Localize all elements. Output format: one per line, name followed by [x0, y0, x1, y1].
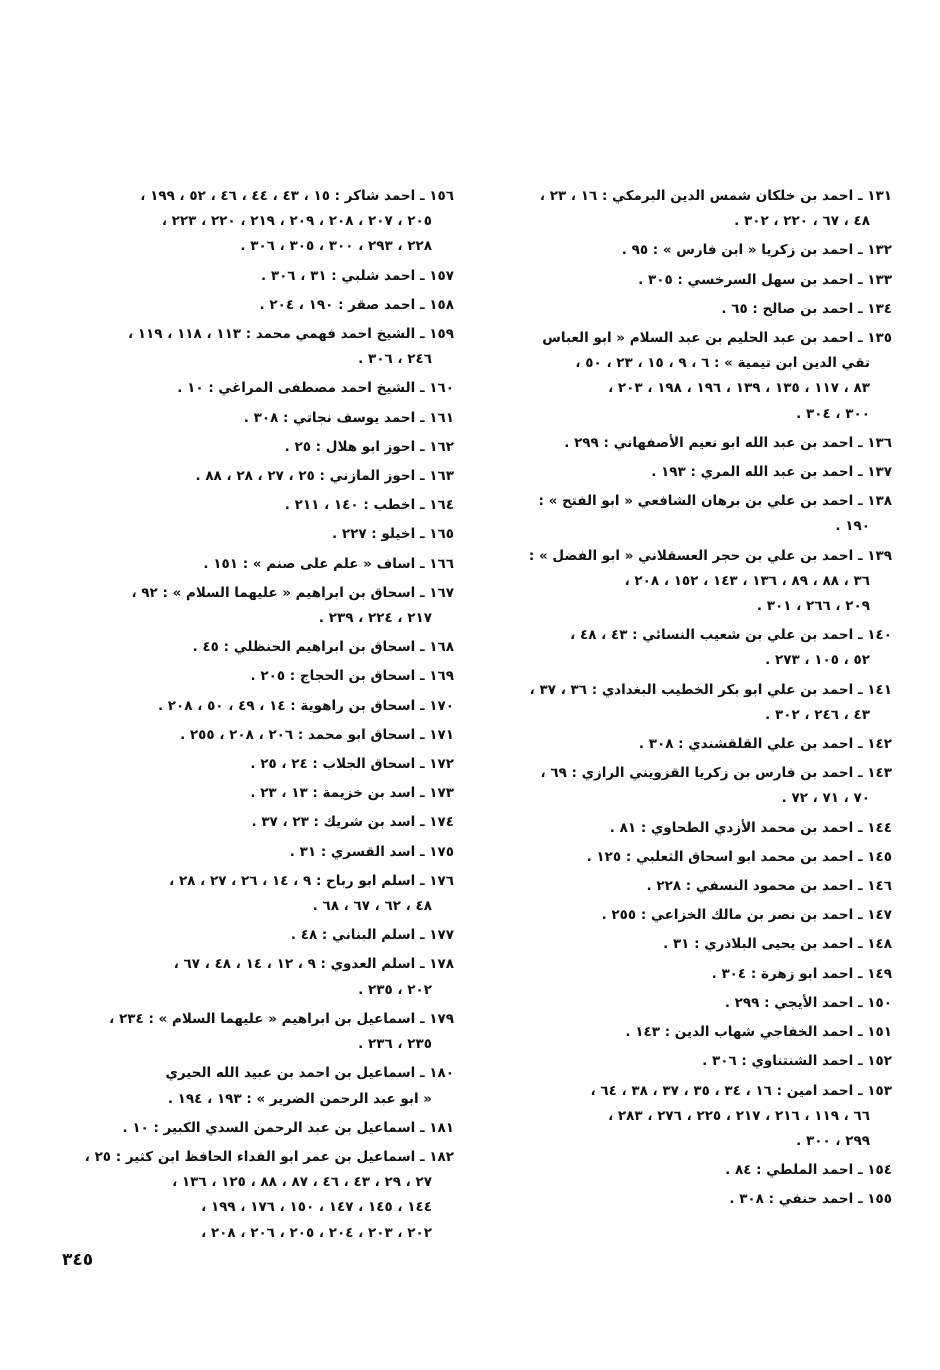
entry-number: ١٥٥ — [867, 1191, 892, 1208]
entry-text: احمد بن محمود النسفي : ٢٢٨ . — [646, 878, 854, 895]
entry-text: احمد حنفي : ٣٠٨ . — [729, 1191, 854, 1208]
index-entry: ١٧٥ ـ اسد القسري : ٣١ . — [289, 843, 454, 860]
entry-text: اسلم العدوي : ٩ ، ١٢ ، ١٤ ، ٤٨ ، ٦٧ ، — [173, 956, 416, 973]
entry-number: ١٤٧ — [867, 907, 892, 924]
index-entry: ١٤٩ ـ احمد ابو زهرة : ٣٠٤ . — [711, 965, 892, 982]
index-entry: ١٦٩ ـ اسحاق بن الحجاج : ٢٠٥ . — [250, 668, 454, 685]
index-column-right — [500, 184, 892, 1217]
index-entry: ١٧٤ ـ اسد بن شريك : ٢٣ ، ٣٧ . — [251, 814, 454, 831]
entry-text: احمد امين : ١٦ ، ٣٤ ، ٣٥ ، ٣٧ ، ٣٨ ، ٦٤ ، — [590, 1082, 854, 1099]
entry-number: ١٨٠ — [429, 1065, 454, 1082]
entry-number: ١٧٣ — [429, 785, 454, 802]
entry-continuation: ٢٤٦ ، ٣٠٦ . — [358, 351, 432, 368]
index-entry: ١٣١ ـ احمد بن خلكان شمس الدين البرمكي : ١٦ ، ٢٣ ، ٤٨ ، ٦٧ ، ٢٢٠ ، ٣٠٢ . — [500, 184, 892, 234]
entry-number: ١٥٩ — [429, 326, 454, 343]
entry-continuation: ٢٠٢ ، ٢٣٥ . — [358, 981, 432, 998]
entry-text: احمد بن محمد الأزدي الطحاوي : ٨١ . — [609, 819, 854, 836]
entry-continuation: ٤٨ ، ٦٢ ، ٦٧ ، ٦٨ . — [312, 898, 432, 915]
entry-text: اسماعيل بن عبد الرحمن السدي الكبير : ١٠ . — [122, 1119, 416, 1136]
entry-text: اخيلو : ٢٢٧ . — [332, 526, 416, 543]
entry-continuation: ٢١٧ ، ٢٢٤ ، ٢٣٩ . — [318, 610, 432, 627]
entry-number: ١٦٠ — [429, 380, 454, 397]
entry-continuation: ٤٣ ، ٢٤٦ ، ٣٠٢ . — [765, 706, 870, 723]
entry-number: ١٣٣ — [867, 271, 892, 288]
index-entry: ١٤٥ ـ احمد بن محمد ابو اسحاق الثعلبي : ١٢٥ . — [586, 848, 892, 865]
entry-text: اسماعيل بن ابراهيم « عليهما السلام » : ٢٣٤ ، — [109, 1010, 416, 1027]
index-entry: ١٤٧ ـ احمد بن نصر بن مالك الخزاعي : ٢٥٥ . — [601, 907, 892, 924]
entry-number: ١٦٩ — [429, 668, 454, 685]
entry-continuation: « ابو عبد الرحمن الضرير » : ١٩٣ ، ١٩٤ . — [167, 1090, 432, 1107]
entry-number: ١٧٤ — [429, 814, 454, 831]
entry-text: اسد بن شريك : ٢٣ ، ٣٧ . — [251, 814, 416, 831]
index-entry: ١٥٨ ـ احمد صقر : ١٩٠ ، ٢٠٤ . — [259, 296, 454, 313]
entry-text: اسماعيل بن عمر ابو الفداء الحافظ ابن كثير : ٢٥ ، — [84, 1148, 416, 1165]
index-entry: ١٤٢ ـ احمد بن علي القلقشندي : ٣٠٨ . — [638, 736, 892, 753]
entry-text: احمد بن زكريا « ابن فارس » : ٩٥ . — [621, 242, 854, 259]
entry-number: ١٤٨ — [867, 936, 892, 953]
index-entry: ١٥٠ ـ احمد الأيجي : ٢٩٩ . — [724, 994, 892, 1011]
entry-text: اسحاق بن ابراهيم الحنظلي : ٤٥ . — [192, 639, 416, 656]
entry-text: احمد بن خلكان شمس الدين البرمكي : ١٦ ، ٢٣ ، — [539, 188, 854, 204]
entry-number: ١٣٥ — [867, 330, 892, 347]
index-entry: ١٣٨ ـ احمد بن علي بن برهان الشافعي « ابو الفتح » : ١٩٠ . — [500, 489, 892, 539]
entry-text: احمد بن علي القلقشندي : ٣٠٨ . — [638, 736, 854, 753]
entry-continuation: ٨٣ ، ١١٧ ، ١٣٥ ، ١٣٩ ، ١٩٦ ، ١٩٨ ، ٢٠٣ ، — [608, 380, 870, 397]
index-entry: ١٣٥ ـ احمد بن عبد الحليم بن عبد السلام « ابو العباس تقي الدين ابن تيمية » : ٦ ، ٩ ، ١٥ ، ٢٣ ، ٥٠ ، ٨٣ ، ١١٧ ، ١٣٥ ، ١٣٩ ، ١٩٦ ، ١٩٨ ، ٢٠٣ ، ٣٠٠ ، ٣٠٤ . — [500, 326, 892, 427]
entry-number: ١٦١ — [429, 409, 454, 426]
entry-text: احوز ابو هلال : ٢٥ . — [284, 438, 416, 455]
entry-number: ١٤٤ — [867, 819, 892, 836]
entry-number: ١٤٦ — [867, 878, 892, 895]
entry-continuation: تقي الدين ابن تيمية » : ٦ ، ٩ ، ١٥ ، ٢٣ ، ٥٠ ، — [575, 355, 870, 372]
index-entry: ١٦٧ ـ اسحاق بن ابراهيم « عليهما السلام » : ٩٢ ، ٢١٧ ، ٢٢٤ ، ٢٣٩ . — [50, 581, 454, 631]
index-entry: ١٥٢ ـ احمد الشنتناوي : ٣٠٦ . — [702, 1053, 892, 1070]
index-entry: ١٨٠ ـ اسماعيل بن احمد بن عبيد الله الحيري « ابو عبد الرحمن الضرير » : ١٩٣ ، ١٩٤ . — [50, 1061, 454, 1111]
entry-number: ١٣١ — [867, 188, 892, 204]
entry-number: ١٦٥ — [429, 526, 454, 543]
index-entry: ١٧٦ ـ اسلم ابو رباح : ٩ ، ١٤ ، ٢٦ ، ٢٧ ، ٢٨ ، ٤٨ ، ٦٢ ، ٦٧ ، ٦٨ . — [50, 869, 454, 919]
index-entry: ١٣٦ ـ احمد بن عبد الله ابو نعيم الأصفهاني : ٢٩٩ . — [564, 434, 892, 451]
index-entry: ١٧٢ ـ اسحاق الجلاب : ٢٤ ، ٢٥ . — [250, 756, 454, 773]
index-entry: ١٣٤ ـ احمد بن صالح : ٦٥ . — [721, 300, 892, 317]
entry-text: اسلم البناني : ٤٨ . — [290, 927, 416, 944]
index-entry: ١٧١ ـ اسحاق ابو محمد : ٢٠٦ ، ٢٠٨ ، ٢٥٥ . — [180, 726, 454, 743]
entry-text: احمد بن نصر بن مالك الخزاعي : ٢٥٥ . — [601, 907, 854, 924]
entry-number: ١٦٤ — [429, 497, 454, 514]
index-entry: ١٨١ ـ اسماعيل بن عبد الرحمن السدي الكبير : ١٠ . — [122, 1119, 454, 1136]
entry-text: اسحاق الجلاب : ٢٤ ، ٢٥ . — [250, 756, 416, 773]
entry-number: ١٥٦ — [429, 188, 454, 204]
index-entry: ١٤٨ ـ احمد بن يحيى البلاذري : ٣١ . — [663, 936, 892, 953]
entry-number: ١٤٣ — [867, 765, 892, 782]
index-entry: ١٥٤ ـ احمد الملطي : ٨٤ . — [725, 1162, 892, 1179]
entry-text: احمد بن علي بن حجر العسقلاني « ابو الفضل » : — [528, 547, 854, 564]
index-column-left — [50, 184, 454, 1250]
entry-text: احمد الملطي : ٨٤ . — [725, 1162, 854, 1179]
entry-number: ١٥٣ — [867, 1082, 892, 1099]
entry-continuation: ٥٢ ، ١٠٥ ، ٢٧٣ . — [765, 652, 870, 669]
entry-text: احمد ابو زهرة : ٣٠٤ . — [711, 965, 854, 982]
entry-text: احمد الخفاجي شهاب الدين : ١٤٣ . — [625, 1024, 854, 1041]
index-entry: ١٦٢ ـ احوز ابو هلال : ٢٥ . — [284, 438, 454, 455]
index-entry: ١٥٣ ـ احمد امين : ١٦ ، ٣٤ ، ٣٥ ، ٣٧ ، ٣٨ ، ٦٤ ، ٦٦ ، ١١٩ ، ٢١٦ ، ٢١٧ ، ٢٢٥ ، ٢٧٦ ، ٢٨٣ ، ٢٩٩ ، ٣٠٠ . — [500, 1079, 892, 1155]
entry-number: ١٧٢ — [429, 756, 454, 773]
entry-continuation: ٧٠ ، ٧١ ، ٧٢ . — [781, 790, 870, 807]
entry-number: ١٥٤ — [867, 1162, 892, 1179]
entry-text: احمد بن عبد الله المري : ١٩٣ . — [651, 464, 854, 481]
index-entry: ١٤٤ ـ احمد بن محمد الأزدي الطحاوي : ٨١ . — [609, 819, 892, 836]
entry-number: ١٦٧ — [429, 584, 454, 601]
page-number: ٣٤٥ — [62, 1250, 94, 1270]
entry-continuation: ٢٣٥ ، ٢٣٦ . — [358, 1036, 432, 1053]
entry-number: ١٧٩ — [429, 1010, 454, 1027]
entry-text: احمد صقر : ١٩٠ ، ٢٠٤ . — [259, 296, 416, 313]
entry-continuation: ٢٠٩ ، ٢٦٦ ، ٣٠١ . — [756, 598, 870, 615]
index-entry: ١٦٣ ـ احوز المازني : ٢٥ ، ٢٧ ، ٢٨ ، ٨٨ . — [195, 468, 454, 485]
entry-number: ١٤٢ — [867, 736, 892, 753]
index-entry: ١٣٢ ـ احمد بن زكريا « ابن فارس » : ٩٥ . — [621, 242, 892, 259]
entry-number: ١٤٩ — [867, 965, 892, 982]
entry-number: ١٧٦ — [429, 872, 454, 889]
index-entry: ١٧٧ ـ اسلم البناني : ٤٨ . — [290, 927, 454, 944]
entry-number: ١٤٥ — [867, 848, 892, 865]
entry-text: اسحاق ابو محمد : ٢٠٦ ، ٢٠٨ ، ٢٥٥ . — [180, 726, 416, 743]
index-entry: ١٦٨ ـ اسحاق بن ابراهيم الحنظلي : ٤٥ . — [192, 639, 454, 656]
entry-number: ١٦٦ — [429, 555, 454, 572]
entry-number: ١٥٨ — [429, 296, 454, 313]
entry-number: ١٥٢ — [867, 1053, 892, 1070]
entry-continuation: ٣٦ ، ٨٨ ، ٨٩ ، ١٣٦ ، ١٤٣ ، ١٥٢ ، ٢٠٨ ، — [624, 572, 870, 589]
entry-number: ١٥٠ — [867, 994, 892, 1011]
entry-text: احمد الشنتناوي : ٣٠٦ . — [702, 1053, 854, 1070]
index-entry: ١٧٣ ـ اسد بن خزيمة : ١٣ ، ٢٣ . — [250, 785, 454, 802]
entry-text: احمد بن علي ابو بكر الخطيب البغدادي : ٣٦ ، ٣٧ ، — [529, 681, 854, 698]
entry-text: احمد شلبي : ٣١ ، ٣٠٦ . — [260, 267, 416, 284]
entry-text: اخطب : ١٤٠ ، ٢١١ . — [284, 497, 416, 514]
entry-continuation: ٢٧ ، ٢٩ ، ٤٣ ، ٤٦ ، ٨٧ ، ٨٨ ، ١٢٥ ، ١٣٦ ، — [172, 1174, 432, 1191]
entry-text: اسد بن خزيمة : ١٣ ، ٢٣ . — [250, 785, 416, 802]
entry-number: ١٣٧ — [867, 464, 892, 481]
entry-continuation: ٦٦ ، ١١٩ ، ٢١٦ ، ٢١٧ ، ٢٢٥ ، ٢٧٦ ، ٢٨٣ ، — [608, 1107, 870, 1124]
entry-number: ١٣٨ — [867, 493, 892, 510]
index-entry: ١٦١ ـ احمد يوسف نجاتي : ٣٠٨ . — [243, 409, 454, 426]
entry-number: ١٤٠ — [867, 627, 892, 644]
entry-text: احمد بن علي بن شعيب النسائي : ٤٣ ، ٤٨ ، — [570, 627, 854, 644]
entry-number: ١٧١ — [429, 726, 454, 743]
index-entry: ١٧٩ ـ اسماعيل بن ابراهيم « عليهما السلام » : ٢٣٤ ، ٢٣٥ ، ٢٣٦ . — [50, 1007, 454, 1057]
index-entry: ١٥١ ـ احمد الخفاجي شهاب الدين : ١٤٣ . — [625, 1024, 892, 1041]
index-entry: ١٣٧ ـ احمد بن عبد الله المري : ١٩٣ . — [651, 464, 892, 481]
entry-continuation: ٢٠٢ ، ٢٠٣ ، ٢٠٤ ، ٢٠٥ ، ٢٠٦ ، ٢٠٨ ، — [201, 1224, 432, 1241]
entry-number: ١٧٧ — [429, 927, 454, 944]
index-entry: ١٥٦ ـ احمد شاكر : ١٥ ، ٤٣ ، ٤٤ ، ٤٦ ، ٥٢ ، ١٩٩ ، ٢٠٥ ، ٢٠٧ ، ٢٠٨ ، ٢٠٩ ، ٢١٩ ، ٢٢٠ ، ٢٢٣ ، ٢٢٨ ، ٢٩٣ ، ٣٠٠ ، ٣٠٥ ، ٣٠٦ . — [50, 184, 454, 260]
entry-number: ١٥٧ — [429, 267, 454, 284]
entry-continuation: ٢٠٥ ، ٢٠٧ ، ٢٠٨ ، ٢٠٩ ، ٢١٩ ، ٢٢٠ ، ٢٢٣ ، — [161, 213, 432, 230]
entry-text: اسماعيل بن احمد بن عبيد الله الحيري — [165, 1065, 416, 1082]
entry-number: ١٣٢ — [867, 242, 892, 259]
entry-text: احمد بن علي بن برهان الشافعي « ابو الفتح » : — [538, 493, 854, 510]
entry-continuation: ١٤٤ ، ١٤٥ ، ١٤٧ ، ١٥٠ ، ١٧٦ ، ١٩٩ ، — [201, 1199, 432, 1216]
entry-text: احمد شاكر : ١٥ ، ٤٣ ، ٤٤ ، ٤٦ ، ٥٢ ، ١٩٩ ، — [140, 188, 416, 204]
index-entry: ١٣٩ ـ احمد بن علي بن حجر العسقلاني « ابو الفضل » : ٣٦ ، ٨٨ ، ٨٩ ، ١٣٦ ، ١٤٣ ، ١٥٢ ، ٢٠٨ ، ٢٠٩ ، ٢٦٦ ، ٣٠١ . — [500, 544, 892, 620]
entry-number: ١٨٢ — [429, 1148, 454, 1165]
entry-continuation: ١٩٠ . — [835, 518, 870, 535]
entry-number: ١٤١ — [867, 681, 892, 698]
entry-continuation: ٤٨ ، ٦٧ ، ٢٢٠ ، ٣٠٢ . — [734, 213, 870, 230]
entry-text: احمد بن عبد الله ابو نعيم الأصفهاني : ٢٩٩ . — [564, 434, 854, 451]
entry-continuation: ٢٢٨ ، ٢٩٣ ، ٣٠٠ ، ٣٠٥ ، ٣٠٦ . — [240, 238, 432, 255]
entry-text: الشيخ احمد مصطفى المراغي : ١٠ . — [177, 380, 416, 397]
entry-text: اسحاق بن الحجاج : ٢٠٥ . — [250, 668, 416, 685]
entry-text: الشيخ احمد فهمي محمد : ١١٣ ، ١١٨ ، ١١٩ ، — [127, 326, 416, 343]
index-entry: ١٧٨ ـ اسلم العدوي : ٩ ، ١٢ ، ١٤ ، ٤٨ ، ٦٧ ، ٢٠٢ ، ٢٣٥ . — [50, 952, 454, 1002]
index-entry: ١٦٦ ـ اساف « علم على صنم » : ١٥١ . — [203, 555, 454, 572]
entry-text: اساف « علم على صنم » : ١٥١ . — [203, 555, 416, 572]
entry-number: ١٦٢ — [429, 438, 454, 455]
index-entry: ١٦٤ ـ اخطب : ١٤٠ ، ٢١١ . — [284, 497, 454, 514]
entry-text: احمد الأيجي : ٢٩٩ . — [724, 994, 854, 1011]
entry-text: احمد بن سهل السرخسي : ٣٠٥ . — [638, 271, 854, 288]
entry-text: اسحاق بن ابراهيم « عليهما السلام » : ٩٢ ، — [131, 584, 416, 601]
entry-text: احمد يوسف نجاتي : ٣٠٨ . — [243, 409, 416, 426]
entry-number: ١٧٠ — [429, 697, 454, 714]
index-entry: ١٣٣ ـ احمد بن سهل السرخسي : ٣٠٥ . — [638, 271, 892, 288]
entry-number: ١٧٥ — [429, 843, 454, 860]
index-entry: ١٨٢ ـ اسماعيل بن عمر ابو الفداء الحافظ ابن كثير : ٢٥ ، ٢٧ ، ٢٩ ، ٤٣ ، ٤٦ ، ٨٧ ، ٨٨ ، ١٢٥ ، ١٣٦ ، ١٤٤ ، ١٤٥ ، ١٤٧ ، ١٥٠ ، ١٧٦ ، ١٩٩ ، ٢٠٢ ، ٢٠٣ ، ٢٠٤ ، ٢٠٥ ، ٢٠٦ ، ٢٠٨ ، — [50, 1145, 454, 1246]
entry-text: احمد بن يحيى البلاذري : ٣١ . — [663, 936, 854, 953]
entry-text: اسلم ابو رباح : ٩ ، ١٤ ، ٢٦ ، ٢٧ ، ٢٨ ، — [169, 872, 416, 889]
entry-text: اسد القسري : ٣١ . — [289, 843, 416, 860]
index-entry: ١٤٦ ـ احمد بن محمود النسفي : ٢٢٨ . — [646, 878, 892, 895]
index-entry: ١٦٥ ـ اخيلو : ٢٢٧ . — [332, 526, 454, 543]
index-entry: ١٤٠ ـ احمد بن علي بن شعيب النسائي : ٤٣ ، ٤٨ ، ٥٢ ، ١٠٥ ، ٢٧٣ . — [500, 623, 892, 673]
entry-number: ١٥١ — [867, 1024, 892, 1041]
entry-text: اسحاق بن راهوية : ١٤ ، ٤٩ ، ٥٠ ، ٢٠٨ . — [157, 697, 416, 714]
index-entry: ١٦٠ ـ الشيخ احمد مصطفى المراغي : ١٠ . — [177, 380, 454, 397]
index-entry: ١٤٣ ـ احمد بن فارس بن زكريا القزويني الرازي : ٦٩ ، ٧٠ ، ٧١ ، ٧٢ . — [500, 761, 892, 811]
entry-text: احمد بن محمد ابو اسحاق الثعلبي : ١٢٥ . — [586, 848, 854, 865]
entry-number: ١٣٦ — [867, 434, 892, 451]
entry-text: احمد بن فارس بن زكريا القزويني الرازي : ٦٩ ، — [540, 765, 854, 782]
entry-number: ١٣٤ — [867, 300, 892, 317]
index-entry: ١٧٠ ـ اسحاق بن راهوية : ١٤ ، ٤٩ ، ٥٠ ، ٢٠٨ . — [157, 697, 454, 714]
index-entry: ١٤١ ـ احمد بن علي ابو بكر الخطيب البغدادي : ٣٦ ، ٣٧ ، ٤٣ ، ٢٤٦ ، ٣٠٢ . — [500, 678, 892, 728]
index-entry: ١٥٥ ـ احمد حنفي : ٣٠٨ . — [729, 1191, 892, 1208]
entry-number: ١٦٣ — [429, 468, 454, 485]
entry-number: ١٧٨ — [429, 956, 454, 973]
entry-number: ١٦٨ — [429, 639, 454, 656]
entry-continuation: ٣٠٠ ، ٣٠٤ . — [796, 405, 870, 422]
entry-number: ١٨١ — [429, 1119, 454, 1136]
index-entry: ١٥٩ ـ الشيخ احمد فهمي محمد : ١١٣ ، ١١٨ ، ١١٩ ، ٢٤٦ ، ٣٠٦ . — [50, 322, 454, 372]
entry-continuation: ٢٩٩ ، ٣٠٠ . — [796, 1132, 870, 1149]
entry-text: احمد بن عبد الحليم بن عبد السلام « ابو العباس — [542, 330, 854, 347]
index-entry: ١٥٧ ـ احمد شلبي : ٣١ ، ٣٠٦ . — [260, 267, 454, 284]
entry-number: ١٣٩ — [867, 547, 892, 564]
entry-text: احمد بن صالح : ٦٥ . — [721, 300, 854, 317]
entry-text: احوز المازني : ٢٥ ، ٢٧ ، ٢٨ ، ٨٨ . — [195, 468, 416, 485]
